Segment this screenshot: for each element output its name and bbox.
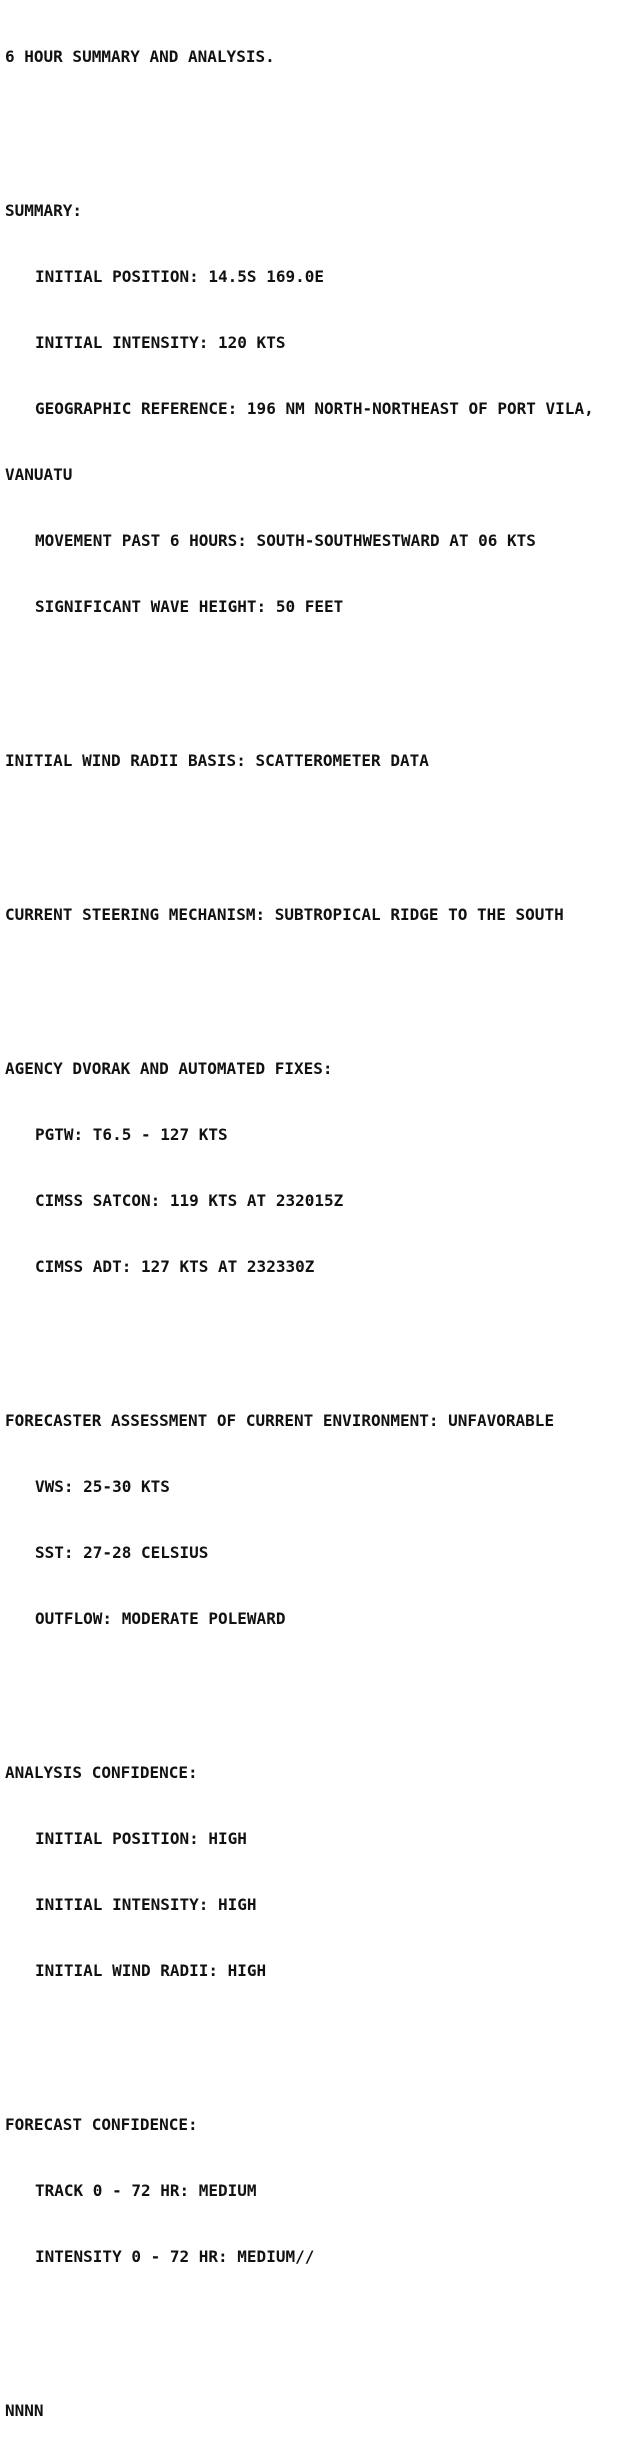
satcon-fix: CIMSS SATCON: 119 KTS AT 232015Z [35,1191,344,1210]
movement-past-6-hours: MOVEMENT PAST 6 HOURS: SOUTH-SOUTHWESTWARD AT 06 KTS [35,531,536,550]
geographic-reference: GEOGRAPHIC REFERENCE: 196 NM NORTH-NORTHEAST OF PORT VILA, [35,399,594,418]
vws-value: VWS: 25-30 KTS [35,1477,170,1496]
blank-line [5,1674,621,1696]
position-confidence: INITIAL POSITION: HIGH [35,1829,247,1848]
blank-line [5,662,621,684]
bulletin-title: 6 HOUR SUMMARY AND ANALYSIS. [5,47,275,66]
fixes-heading: AGENCY DVORAK AND AUTOMATED FIXES: [5,1059,333,1078]
pgtw-fix: PGTW: T6.5 - 127 KTS [35,1125,228,1144]
forecast-confidence-heading: FORECAST CONFIDENCE: [5,2115,198,2134]
blank-line [5,816,621,838]
blank-line [5,1322,621,1344]
blank-line [5,970,621,992]
environment-heading: FORECASTER ASSESSMENT OF CURRENT ENVIRONMENT: UNFAVORABLE [5,1411,555,1430]
outflow-value: OUTFLOW: MODERATE POLEWARD [35,1609,286,1628]
bulletin-text [5,2,621,2444]
end-marker: NNNN [5,2401,44,2420]
adt-fix: CIMSS ADT: 127 KTS AT 232330Z [35,1257,315,1276]
track-confidence: TRACK 0 - 72 HR: MEDIUM [35,2181,257,2200]
intensity-forecast-confidence: INTENSITY 0 - 72 HR: MEDIUM// [35,2247,315,2266]
summary-heading: SUMMARY: [5,201,83,220]
analysis-confidence-heading: ANALYSIS CONFIDENCE: [5,1763,198,1782]
blank-line [5,2312,621,2334]
sst-value: SST: 27-28 CELSIUS [35,1543,209,1562]
intensity-confidence: INITIAL INTENSITY: HIGH [35,1895,257,1914]
steering-mechanism: CURRENT STEERING MECHANISM: SUBTROPICAL RIDGE TO THE SOUTH [5,905,564,924]
blank-line [5,112,621,134]
blank-line [5,2026,621,2048]
geographic-reference-continuation: VANUATU [5,465,73,484]
initial-position: INITIAL POSITION: 14.5S 169.0E [35,267,324,286]
significant-wave-height: SIGNIFICANT WAVE HEIGHT: 50 FEET [35,597,344,616]
wind-radii-confidence: INITIAL WIND RADII: HIGH [35,1961,267,1980]
initial-intensity: INITIAL INTENSITY: 120 KTS [35,333,286,352]
wind-radii-basis: INITIAL WIND RADII BASIS: SCATTEROMETER DATA [5,751,429,770]
